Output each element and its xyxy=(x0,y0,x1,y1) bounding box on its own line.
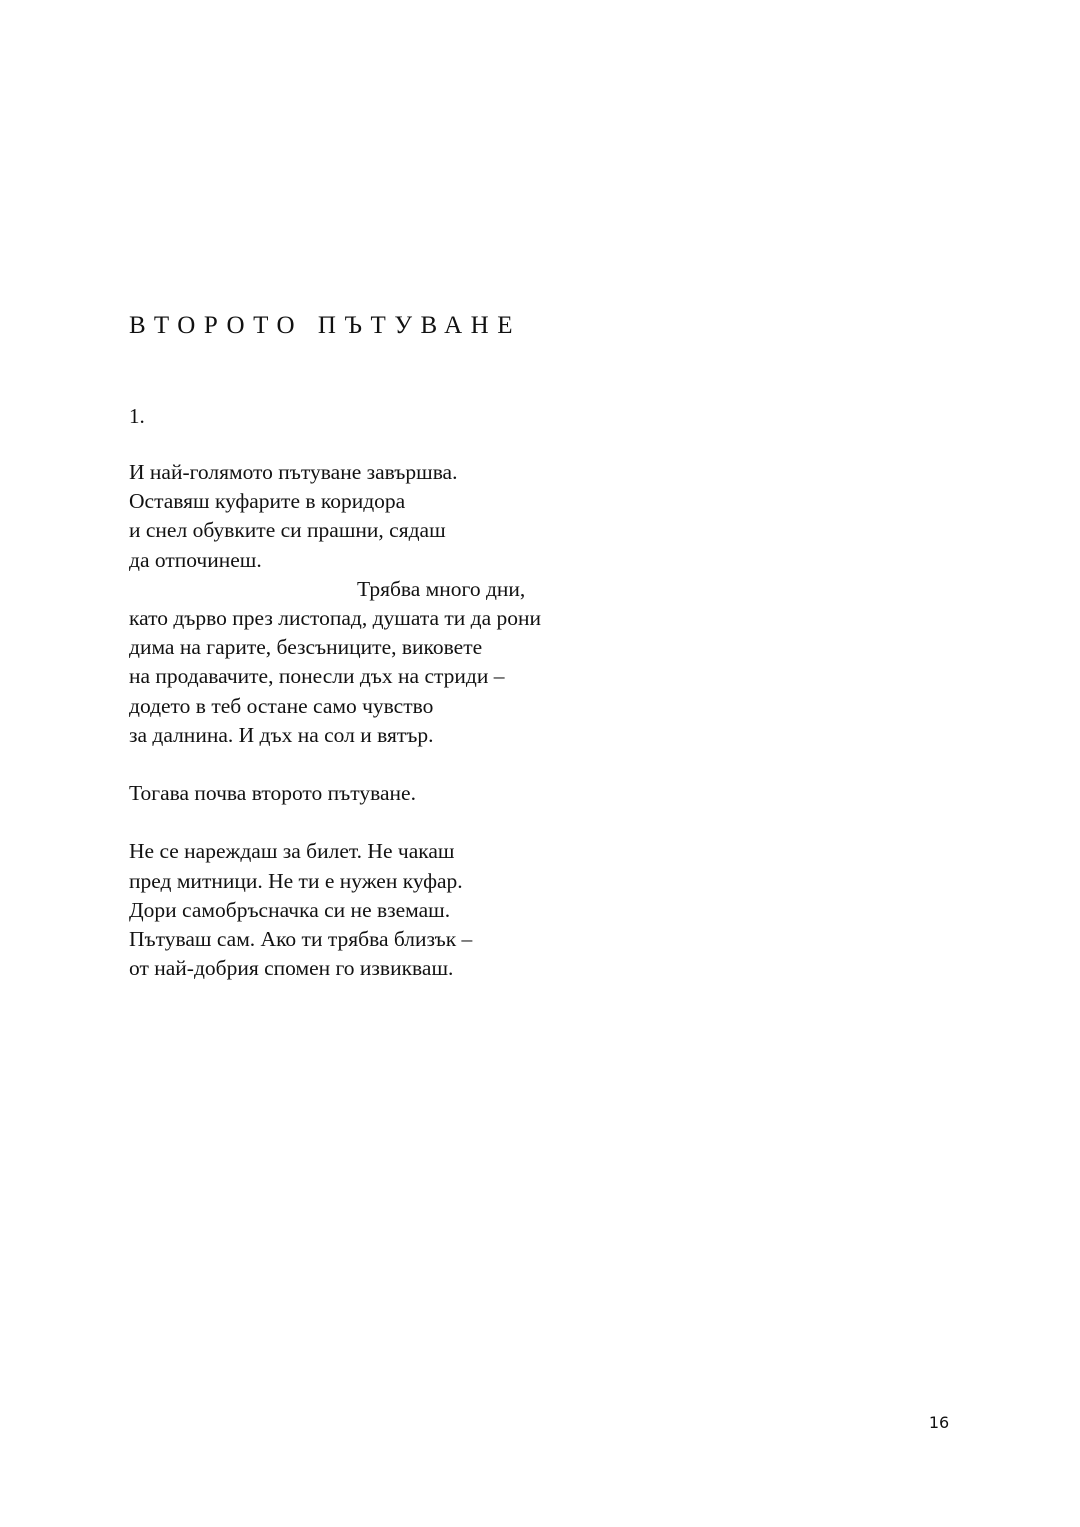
page-number: 16 xyxy=(928,1413,950,1432)
poem-line: на продавачите, понесли дъх на стриди – xyxy=(129,664,505,689)
poem-line: И най-голямото пътуване завършва. xyxy=(129,460,458,484)
poem-line: пред митници. Не ти е нужен куфар. xyxy=(129,868,463,893)
poem-line: да отпочинеш. xyxy=(129,547,262,572)
poem-line: Оставяш куфарите в коридора xyxy=(129,489,406,514)
poem-line: Тогава почва второто пътуване. xyxy=(129,781,416,806)
poem-body xyxy=(129,458,829,983)
poem-line: като дърво през листопад, душата ти да рони xyxy=(129,605,542,630)
poem-line: дима на гарите, безсъниците, виковете xyxy=(129,635,483,660)
poem-line: Пътуваш сам. Ако ти трябва близък – xyxy=(129,927,473,951)
poem-line: за далнина. И дъх на сол и вятър. xyxy=(129,722,434,747)
poem-line-indented: Трябва много дни, xyxy=(357,576,526,601)
poem-line: Дори самобръсначка си не вземаш. xyxy=(129,897,451,922)
poem-title: ВТОРОТО ПЪТУВАНЕ xyxy=(129,312,522,339)
stanza-gap xyxy=(129,750,829,779)
poem-line: от най-добрия спомен го извикваш. xyxy=(129,956,454,981)
section-number: 1. xyxy=(129,404,145,428)
poem-line: додето в теб остане само чувство xyxy=(129,693,434,718)
poem-line: и снел обувките си прашни, сядаш xyxy=(129,518,446,543)
poem-line: Не се нареждаш за билет. Не чакаш xyxy=(129,839,455,864)
stanza-gap xyxy=(129,808,829,837)
